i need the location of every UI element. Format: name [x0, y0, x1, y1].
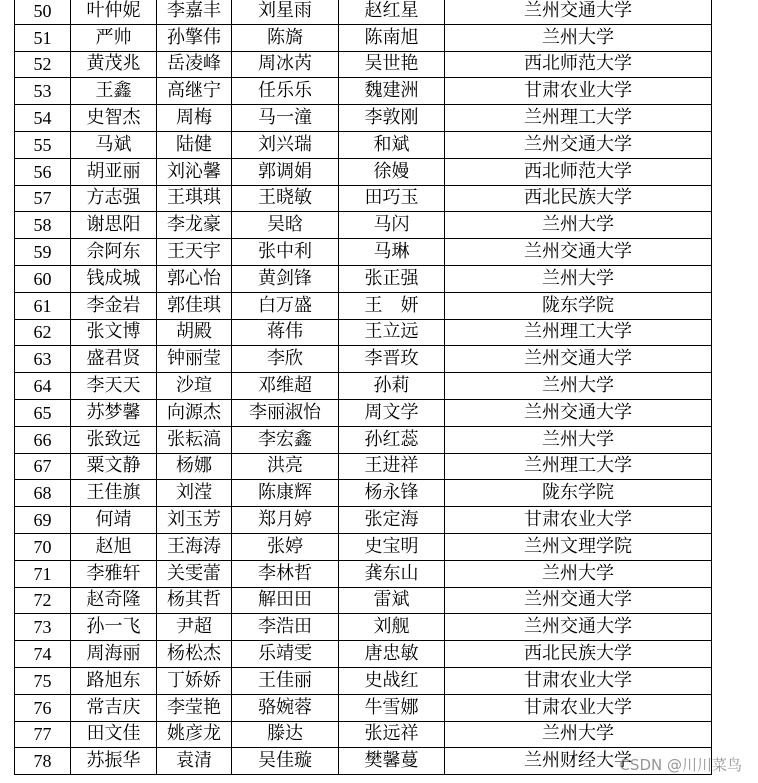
- table-cell-row-number: 78: [15, 748, 71, 775]
- table-cell-row-number: 71: [15, 560, 71, 587]
- table-cell-university: 兰州大学: [445, 212, 712, 239]
- table-cell-member-2: 杨松杰: [157, 641, 232, 668]
- table-row: [15, 721, 712, 748]
- table-cell-member-2: 张耘滈: [157, 426, 232, 453]
- table-cell-row-number: 56: [15, 158, 71, 185]
- table-cell-university: 兰州理工大学: [445, 453, 712, 480]
- table-cell-advisor: 周文学: [339, 399, 445, 426]
- table-cell-member-1: 张文博: [71, 319, 157, 346]
- table-cell-university: 兰州交通大学: [445, 587, 712, 614]
- table-cell-member-1: 史智杰: [71, 105, 157, 132]
- table-cell-row-number: 74: [15, 641, 71, 668]
- table-cell-row-number: 65: [15, 399, 71, 426]
- table-cell-member-1: 方志强: [71, 185, 157, 212]
- table-cell-row-number: 51: [15, 24, 71, 51]
- table-cell-member-3: 白万盛: [232, 292, 339, 319]
- table-cell-advisor: 魏建洲: [339, 78, 445, 105]
- table-cell-advisor: 杨永锋: [339, 480, 445, 507]
- table-cell-member-2: 周梅: [157, 105, 232, 132]
- table-cell-member-2: 郭佳琪: [157, 292, 232, 319]
- table-cell-university: 兰州交通大学: [445, 0, 712, 24]
- table-cell-member-2: 刘滢: [157, 480, 232, 507]
- table-cell-member-2: 高继宁: [157, 78, 232, 105]
- table-cell-advisor: 张远祥: [339, 721, 445, 748]
- table-row: [15, 292, 712, 319]
- table-cell-university: 兰州交通大学: [445, 131, 712, 158]
- table-row: [15, 185, 712, 212]
- table-cell-member-2: 沙瑄: [157, 373, 232, 400]
- table-cell-advisor: 唐忠敏: [339, 641, 445, 668]
- table-row: [15, 158, 712, 185]
- table-cell-member-3: 邓维超: [232, 373, 339, 400]
- table-cell-advisor: 王 妍: [339, 292, 445, 319]
- table-cell-advisor: 史战红: [339, 667, 445, 694]
- table-cell-member-1: 黄茂兆: [71, 51, 157, 78]
- table-cell-advisor: 张正强: [339, 265, 445, 292]
- table-cell-member-2: 姚彦龙: [157, 721, 232, 748]
- table-cell-row-number: 50: [15, 0, 71, 24]
- table-cell-member-3: 陈旖: [232, 24, 339, 51]
- table-cell-advisor: 吴世艳: [339, 51, 445, 78]
- table-cell-advisor: 龚东山: [339, 560, 445, 587]
- table-cell-advisor: 赵红星: [339, 0, 445, 24]
- table-row: [15, 614, 712, 641]
- table-cell-advisor: 王进祥: [339, 453, 445, 480]
- table-cell-university: 兰州大学: [445, 373, 712, 400]
- table-cell-advisor: 樊馨蔓: [339, 748, 445, 775]
- table-cell-member-3: 李欣: [232, 346, 339, 373]
- table-row: [15, 426, 712, 453]
- table-cell-member-2: 丁娇娇: [157, 667, 232, 694]
- table-cell-advisor: 田巧玉: [339, 185, 445, 212]
- table-cell-advisor: 徐嫚: [339, 158, 445, 185]
- table-cell-member-2: 胡殿: [157, 319, 232, 346]
- table-cell-row-number: 70: [15, 533, 71, 560]
- table-cell-advisor: 刘舰: [339, 614, 445, 641]
- table-cell-member-3: 黄剑锋: [232, 265, 339, 292]
- table-cell-member-1: 苏梦馨: [71, 399, 157, 426]
- table-cell-member-1: 佘阿东: [71, 239, 157, 266]
- table-cell-university: 甘肃农业大学: [445, 507, 712, 534]
- table-cell-member-3: 郑月婷: [232, 507, 339, 534]
- table-cell-member-1: 赵旭: [71, 533, 157, 560]
- table-cell-advisor: 马琳: [339, 239, 445, 266]
- table-cell-row-number: 75: [15, 667, 71, 694]
- table-cell-row-number: 62: [15, 319, 71, 346]
- table-cell-row-number: 59: [15, 239, 71, 266]
- table-cell-member-2: 杨娜: [157, 453, 232, 480]
- table-cell-advisor: 张定海: [339, 507, 445, 534]
- table-cell-member-1: 粟文静: [71, 453, 157, 480]
- table-cell-member-3: 郭调娟: [232, 158, 339, 185]
- table-cell-member-2: 杨其哲: [157, 587, 232, 614]
- table-cell-row-number: 66: [15, 426, 71, 453]
- table-cell-row-number: 67: [15, 453, 71, 480]
- table-cell-university: 兰州交通大学: [445, 399, 712, 426]
- table-cell-member-3: 张婷: [232, 533, 339, 560]
- team-roster-table: [14, 0, 712, 775]
- table-cell-member-2: 岳凌峰: [157, 51, 232, 78]
- table-cell-member-1: 田文佳: [71, 721, 157, 748]
- table-cell-member-3: 洪亮: [232, 453, 339, 480]
- table-cell-row-number: 76: [15, 694, 71, 721]
- table-cell-university: 西北民族大学: [445, 641, 712, 668]
- table-cell-row-number: 52: [15, 51, 71, 78]
- table-cell-member-1: 路旭东: [71, 667, 157, 694]
- table-cell-member-3: 周冰芮: [232, 51, 339, 78]
- table-cell-member-1: 盛君贤: [71, 346, 157, 373]
- table-row: [15, 533, 712, 560]
- table-cell-member-3: 任乐乐: [232, 78, 339, 105]
- table-cell-advisor: 雷斌: [339, 587, 445, 614]
- table-row: [15, 507, 712, 534]
- table-row: [15, 453, 712, 480]
- table-cell-member-3: 乐靖雯: [232, 641, 339, 668]
- table-cell-member-2: 李龙豪: [157, 212, 232, 239]
- table-row: [15, 131, 712, 158]
- table-cell-member-3: 张中利: [232, 239, 339, 266]
- table-cell-member-1: 李天天: [71, 373, 157, 400]
- table-cell-row-number: 60: [15, 265, 71, 292]
- table-cell-row-number: 57: [15, 185, 71, 212]
- table-row: [15, 78, 712, 105]
- table-cell-row-number: 58: [15, 212, 71, 239]
- table-cell-advisor: 孙莉: [339, 373, 445, 400]
- table-cell-member-1: 何靖: [71, 507, 157, 534]
- table-cell-member-2: 郭心怡: [157, 265, 232, 292]
- table-cell-university: 陇东学院: [445, 292, 712, 319]
- table-cell-member-2: 关雯蕾: [157, 560, 232, 587]
- table-cell-advisor: 李晋玫: [339, 346, 445, 373]
- table-cell-member-1: 王佳旗: [71, 480, 157, 507]
- table-cell-member-3: 蒋伟: [232, 319, 339, 346]
- table-cell-member-1: 钱成城: [71, 265, 157, 292]
- table-cell-advisor: 李敦刚: [339, 105, 445, 132]
- table-cell-member-1: 苏振华: [71, 748, 157, 775]
- table-cell-member-1: 周海丽: [71, 641, 157, 668]
- table-cell-member-1: 常吉庆: [71, 694, 157, 721]
- table-cell-advisor: 牛雪娜: [339, 694, 445, 721]
- table-cell-row-number: 54: [15, 105, 71, 132]
- table-cell-member-1: 谢思阳: [71, 212, 157, 239]
- table-cell-university: 甘肃农业大学: [445, 694, 712, 721]
- table-row: [15, 480, 712, 507]
- table-cell-member-3: 解田田: [232, 587, 339, 614]
- table-cell-university: 兰州大学: [445, 265, 712, 292]
- table-cell-member-2: 钟丽莹: [157, 346, 232, 373]
- table-cell-member-3: 王佳丽: [232, 667, 339, 694]
- table-cell-member-3: 滕达: [232, 721, 339, 748]
- table-cell-member-2: 王天宇: [157, 239, 232, 266]
- table-cell-university: 甘肃农业大学: [445, 667, 712, 694]
- table-cell-university: 兰州文理学院: [445, 533, 712, 560]
- table-cell-member-2: 刘沁馨: [157, 158, 232, 185]
- table-cell-member-3: 陈康辉: [232, 480, 339, 507]
- table-cell-row-number: 53: [15, 78, 71, 105]
- table-cell-member-1: 张致远: [71, 426, 157, 453]
- table-cell-member-3: 骆婉蓉: [232, 694, 339, 721]
- table-cell-university: 西北师范大学: [445, 158, 712, 185]
- table-cell-member-3: 李林哲: [232, 560, 339, 587]
- table-cell-advisor: 史宝明: [339, 533, 445, 560]
- table-row: [15, 346, 712, 373]
- table-cell-row-number: 69: [15, 507, 71, 534]
- table-cell-university: 兰州大学: [445, 560, 712, 587]
- table-cell-university: 兰州交通大学: [445, 346, 712, 373]
- table-row: [15, 641, 712, 668]
- table-cell-advisor: 孙红蕊: [339, 426, 445, 453]
- table-cell-member-2: 向源杰: [157, 399, 232, 426]
- watermark: CSDN @川川菜鸟: [619, 756, 742, 774]
- table-cell-university: 陇东学院: [445, 480, 712, 507]
- table-cell-member-2: 李嘉丰: [157, 0, 232, 24]
- table-cell-member-3: 王晓敏: [232, 185, 339, 212]
- table-cell-university: 兰州理工大学: [445, 319, 712, 346]
- table-cell-university: 西北民族大学: [445, 185, 712, 212]
- table-cell-advisor: 王立远: [339, 319, 445, 346]
- table-cell-row-number: 72: [15, 587, 71, 614]
- table-cell-university: 兰州交通大学: [445, 614, 712, 641]
- table-cell-member-3: 刘星雨: [232, 0, 339, 24]
- table-cell-row-number: 61: [15, 292, 71, 319]
- table-row: [15, 587, 712, 614]
- table-cell-member-3: 李宏鑫: [232, 426, 339, 453]
- table-cell-member-1: 孙一飞: [71, 614, 157, 641]
- table-row: [15, 51, 712, 78]
- table-row: [15, 24, 712, 51]
- table-cell-member-3: 吴晗: [232, 212, 339, 239]
- table-cell-member-1: 王鑫: [71, 78, 157, 105]
- table-row: [15, 560, 712, 587]
- table-cell-member-1: 李金岩: [71, 292, 157, 319]
- table-row: [15, 319, 712, 346]
- table-cell-member-2: 王琪琪: [157, 185, 232, 212]
- table-row: [15, 212, 712, 239]
- table-cell-member-1: 叶仲妮: [71, 0, 157, 24]
- table-cell-member-2: 尹超: [157, 614, 232, 641]
- table-cell-member-3: 马一潼: [232, 105, 339, 132]
- table-cell-advisor: 和斌: [339, 131, 445, 158]
- table-cell-member-2: 王海涛: [157, 533, 232, 560]
- table-cell-member-2: 孙擎伟: [157, 24, 232, 51]
- table-cell-member-1: 马斌: [71, 131, 157, 158]
- table-cell-row-number: 64: [15, 373, 71, 400]
- table-row: [15, 399, 712, 426]
- table-body: [15, 0, 712, 775]
- table-cell-member-3: 吴佳璇: [232, 748, 339, 775]
- table-row: [15, 0, 712, 24]
- table-row: [15, 667, 712, 694]
- table-cell-member-1: 李雅轩: [71, 560, 157, 587]
- table-cell-university: 兰州财经大学: [445, 748, 712, 775]
- table-cell-member-2: 袁清: [157, 748, 232, 775]
- table-row: [15, 105, 712, 132]
- table-row: [15, 265, 712, 292]
- table-row: [15, 239, 712, 266]
- table-row: [15, 373, 712, 400]
- table-cell-member-2: 刘玉芳: [157, 507, 232, 534]
- table-cell-university: 兰州大学: [445, 721, 712, 748]
- table-row: [15, 694, 712, 721]
- table-cell-row-number: 55: [15, 131, 71, 158]
- table-cell-member-3: 李浩田: [232, 614, 339, 641]
- table-cell-university: 西北师范大学: [445, 51, 712, 78]
- table-cell-advisor: 马闪: [339, 212, 445, 239]
- table-cell-row-number: 73: [15, 614, 71, 641]
- table-cell-member-3: 刘兴瑞: [232, 131, 339, 158]
- table-cell-university: 兰州理工大学: [445, 105, 712, 132]
- table-cell-university: 兰州大学: [445, 24, 712, 51]
- table-cell-row-number: 77: [15, 721, 71, 748]
- table-cell-row-number: 63: [15, 346, 71, 373]
- table-row: [15, 748, 712, 775]
- table-cell-member-3: 李丽淑怡: [232, 399, 339, 426]
- table-cell-advisor: 陈南旭: [339, 24, 445, 51]
- table-cell-member-2: 陆健: [157, 131, 232, 158]
- table-cell-university: 兰州大学: [445, 426, 712, 453]
- table-cell-member-1: 严帅: [71, 24, 157, 51]
- table-cell-member-2: 李莹艳: [157, 694, 232, 721]
- table-cell-member-1: 赵奇隆: [71, 587, 157, 614]
- table-cell-member-1: 胡亚丽: [71, 158, 157, 185]
- table-cell-university: 甘肃农业大学: [445, 78, 712, 105]
- table-cell-row-number: 68: [15, 480, 71, 507]
- table-cell-university: 兰州交通大学: [445, 239, 712, 266]
